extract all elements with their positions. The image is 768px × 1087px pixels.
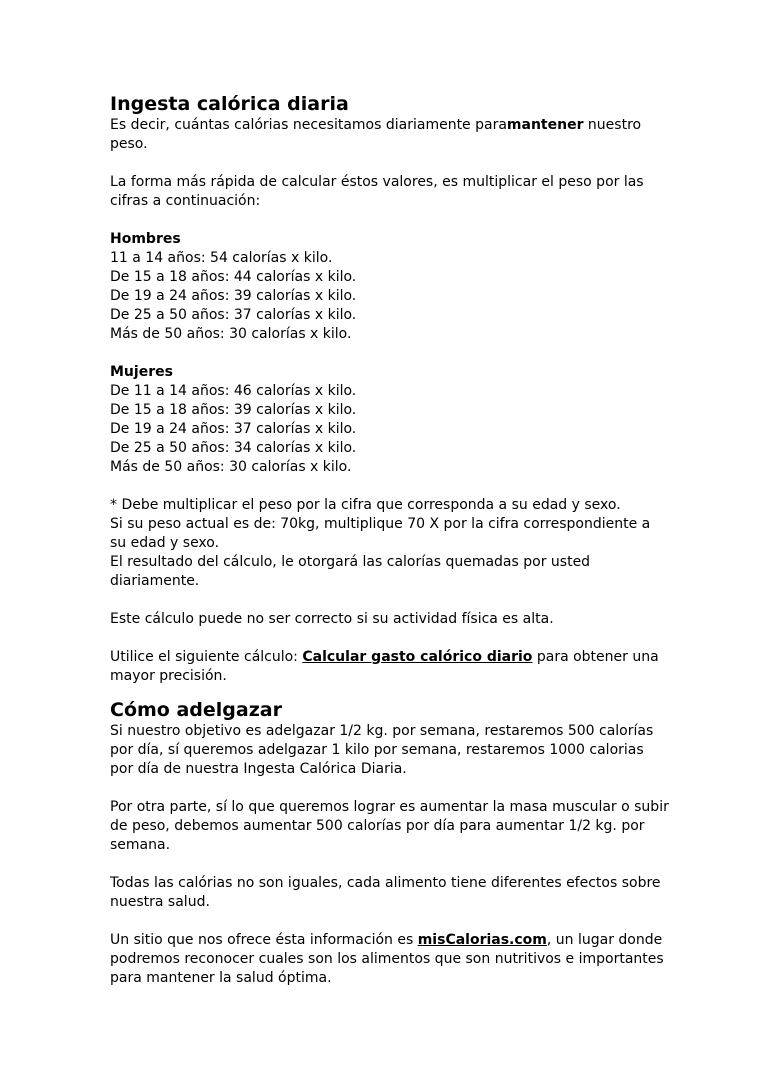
adelgazar-paragraph-1: Si nuestro objetivo es adelgazar 1/2 kg. por semana, restaremos 500 calorías por día, sí queremos adelgazar 1 kilo por semana, restaremos 1000 calorias por día de nuestra Ingesta Calórica Diaria. (110, 723, 654, 777)
women-row: De 11 a 14 años: 46 calorías x kilo. (110, 383, 357, 399)
note-multiply: * Debe multiplicar el peso por la cifra que corresponda a su edad y sexo. (110, 497, 621, 513)
title-ingesta-calorica: Ingesta calórica diaria (110, 93, 349, 115)
men-row: 11 a 14 años: 54 calorías x kilo. (110, 250, 333, 266)
intro-paragraph (110, 116, 670, 154)
adelgazar-paragraph-3: Todas las calórias no son iguales, cada alimento tiene diferentes efectos sobre nuestra salud. (110, 875, 661, 910)
use-calculation-paragraph (110, 648, 670, 686)
note-example: Si su peso actual es de: 70kg, multiplique 70 X por la cifra correspondiente a su edad y sexo. (110, 516, 651, 551)
document-page (110, 92, 670, 988)
p4-text-end: , un lugar donde podremos reconocer cuales son los alimentos que son nutritivos e importantes para mantener la salud óptima. (110, 932, 664, 986)
women-row: Más de 50 años: 30 calorías x kilo. (110, 459, 352, 475)
use-text: Utilice el siguiente cálculo: (110, 649, 303, 665)
adelgazar-paragraph-4 (110, 931, 670, 988)
women-heading: Mujeres (110, 364, 173, 380)
men-heading: Hombres (110, 231, 181, 247)
women-row: De 19 a 24 años: 37 calorías x kilo. (110, 421, 357, 437)
calcular-gasto-link[interactable]: Calcular gasto calórico diario (302, 649, 533, 665)
women-row: De 25 a 50 años: 34 calorías x kilo. (110, 440, 357, 456)
men-row: De 25 a 50 años: 37 calorías x kilo. (110, 307, 357, 323)
men-row: Más de 50 años: 30 calorías x kilo. (110, 326, 352, 342)
miscalorias-link[interactable]: misCalorias.com (417, 932, 547, 948)
note-warning: Este cálculo puede no ser correcto si su actividad física es alta. (110, 611, 554, 627)
intro-bold-word: mantener (506, 117, 584, 133)
adelgazar-paragraph-2: Por otra parte, sí lo que queremos lograr es aumentar la masa muscular o subir de peso, debemos aumentar 500 calorías por día para aumentar 1/2 kg. por semana. (110, 799, 669, 853)
women-row: De 15 a 18 años: 39 calorías x kilo. (110, 402, 357, 418)
note-result: El resultado del cálculo, le otorgará las calorías quemadas por usted diariamente. (110, 554, 591, 589)
intro-text-end: nuestro peso. (110, 117, 642, 152)
intro-text: Es decir, cuántas calórias necesitamos diariamente para (110, 117, 507, 133)
men-row: De 19 a 24 años: 39 calorías x kilo. (110, 288, 357, 304)
method-paragraph: La forma más rápida de calcular éstos valores, es multiplicar el peso por las cifras a continuación: (110, 174, 644, 209)
use-text-end: para obtener una mayor precisión. (110, 649, 659, 684)
men-row: De 15 a 18 años: 44 calorías x kilo. (110, 269, 357, 285)
title-como-adelgazar: Cómo adelgazar (110, 699, 282, 721)
p4-text: Un sitio que nos ofrece ésta información es (110, 932, 418, 948)
